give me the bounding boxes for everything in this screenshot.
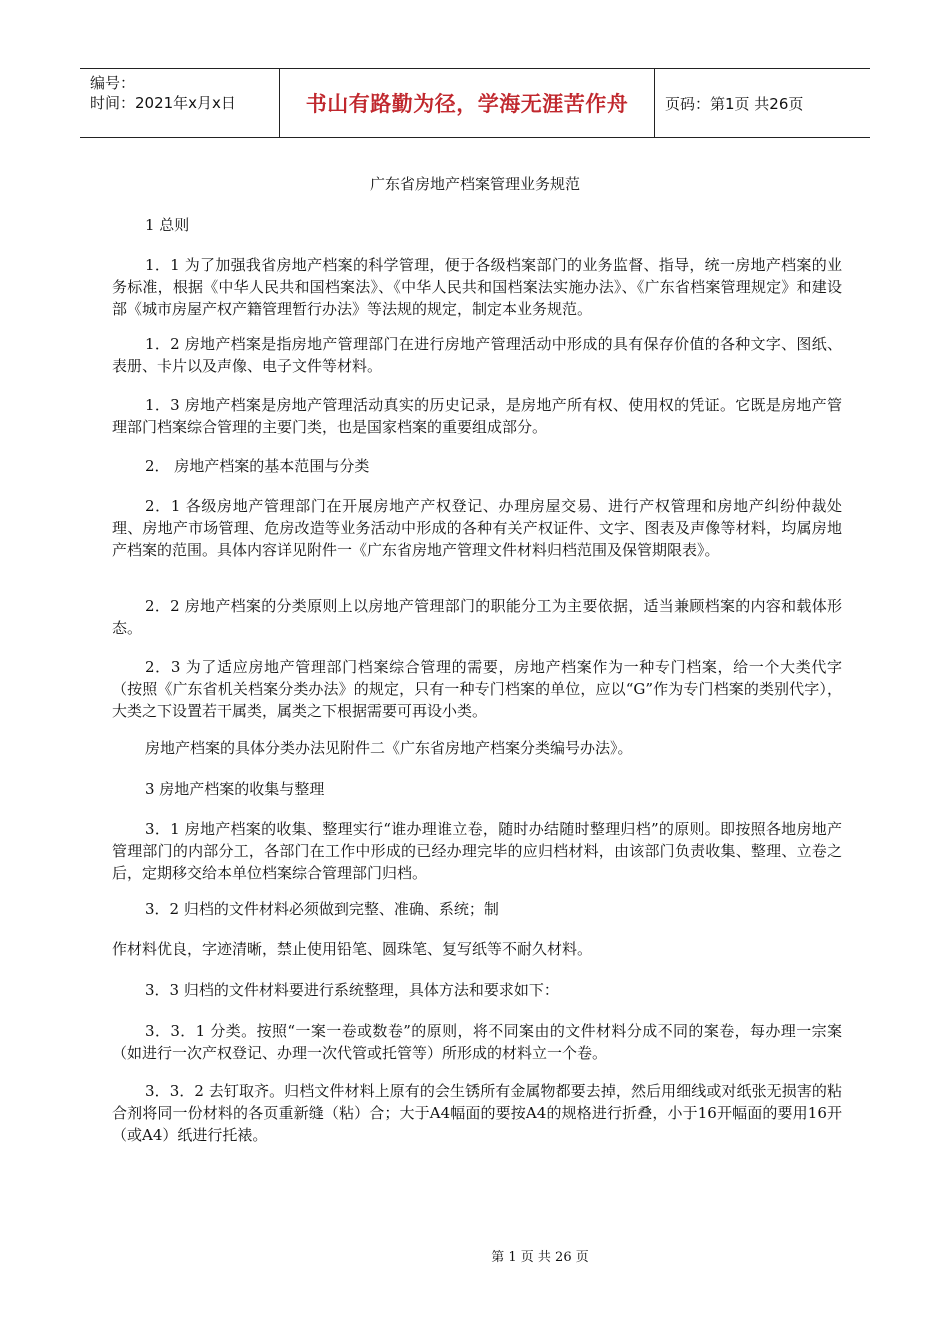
- paragraph: 3．3 归档的文件材料要进行系统整理，具体方法和要求如下：: [145, 981, 559, 999]
- header-page-info-cell: [655, 69, 870, 137]
- motto-text: 书山有路勤为径，学海无涯苦作舟: [305, 92, 629, 116]
- section-heading: 2． 房地产档案的基本范围与分类: [145, 457, 370, 475]
- paragraph: 2．3 为了适应房地产管理部门档案综合管理的需要，房地产档案作为一种专门档案，给一个大类代字（按照《广东省机关档案分类办法》的规定，只有一种专门档案的单位，应以“G”作为专门档案的类别代字），大类之下设置若干属类，属类之下根据需要可再设小类。: [112, 658, 842, 720]
- paragraph: 3．2 归档的文件材料必须做到完整、准确、系统；制: [145, 900, 499, 918]
- number-label: 编号：: [90, 74, 136, 92]
- page-header: [80, 68, 870, 138]
- document-title: 广东省房地产档案管理业务规范: [369, 175, 580, 193]
- section-heading: 3 房地产档案的收集与整理: [145, 780, 325, 798]
- paragraph: 2．1 各级房地产管理部门在开展房地产产权登记、办理房屋交易、进行产权管理和房地产纠纷仲裁处理、房地产市场管理、危房改造等业务活动中形成的各种有关产权证件、文字、图表及声像等材料，均属房地产档案的范围。具体内容详见附件一《广东省房地产管理文件材料归档范围及保管期限表》。: [112, 497, 842, 559]
- paragraph: 3．1 房地产档案的收集、整理实行“谁办理谁立卷，随时办结随时整理归档”的原则。即按照各地房地产管理部门的内部分工，各部门在工作中形成的已经办理完毕的应归档材料，由该部门负责收集、整理、立卷之后，定期移交给本单位档案综合管理部门归档。: [112, 820, 842, 882]
- paragraph: 3．3．1 分类。按照“一案一卷或数卷”的原则，将不同案由的文件材料分成不同的案卷，每办理一宗案（如进行一次产权登记、办理一次代管或托管等）所形成的材料立一个卷。: [112, 1022, 842, 1062]
- page-footer: 第 1 页 共 26 页: [491, 1250, 589, 1265]
- paragraph: 2．2 房地产档案的分类原则上以房地产管理部门的职能分工为主要依据，适当兼顾档案的内容和载体形态。: [112, 597, 842, 637]
- section-heading: 1 总则: [145, 216, 190, 234]
- paragraph: 3．3．2 去钉取齐。归档文件材料上原有的会生锈所有金属物都要去掉，然后用细线或对纸张无损害的粘合剂将同一份材料的各页重新缝（粘）合；大于A4幅面的要按A4的规格进行折叠，小于16开幅面的要用16开（或A4）纸进行托裱。: [112, 1082, 842, 1144]
- date-label: 时间：2021年x月x日: [90, 94, 236, 112]
- paragraph: 作材料优良，字迹清晰，禁止使用铅笔、圆珠笔、复写纸等不耐久材料。: [112, 940, 593, 958]
- paragraph: 1．2 房地产档案是指房地产管理部门在进行房地产管理活动中形成的具有保存价值的各种文字、图纸、表册、卡片以及声像、电子文件等材料。: [112, 335, 842, 375]
- paragraph: 1．3 房地产档案是房地产管理活动真实的历史记录，是房地产所有权、使用权的凭证。它既是房地产管理部门档案综合管理的主要门类，也是国家档案的重要组成部分。: [112, 396, 842, 436]
- paragraph: 房地产档案的具体分类办法见附件二《广东省房地产档案分类编号办法》。: [145, 739, 633, 757]
- page-info: 页码：第1页 共26页: [665, 94, 804, 113]
- header-meta: [80, 69, 280, 137]
- paragraph: 1．1 为了加强我省房地产档案的科学管理，便于各级档案部门的业务监督、指导，统一房地产档案的业务标准，根据《中华人民共和国档案法》、《中华人民共和国档案法实施办法》、《广东省档案管理规定》和建设部《城市房屋产权产籍管理暂行办法》等法规的规定，制定本业务规范。: [112, 256, 842, 318]
- header-motto-cell: [280, 69, 655, 137]
